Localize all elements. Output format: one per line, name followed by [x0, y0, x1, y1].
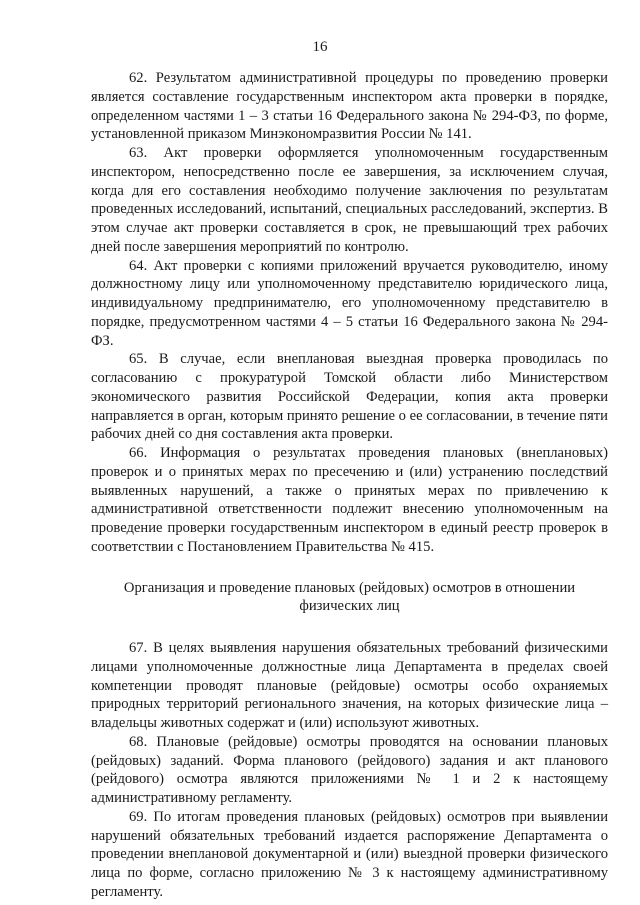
section-heading: [91, 579, 608, 617]
paragraph-65: 65. В случае, если внеплановая выездная проверка проводилась по согласованию с прокуратурой Томской области либо Министерством экономического развития Российской Федерации, копия акта проверки направляется в орган, которым принято решение о ее согласовании, в течение пяти рабочих дней со дня составления акта проверки.: [91, 351, 608, 443]
document-body: [91, 69, 608, 902]
paragraph-64: 64. Акт проверки с копиями приложений вручается руководителю, иному должностному лицу или уполномоченному представителю юридического лица, индивидуальному предпринимателю, его уполномоченному представителю в порядке, предусмотренном частями 4 – 5 статьи 16 Федерального закона № 294-ФЗ.: [91, 257, 608, 349]
paragraph-68: 68. Плановые (рейдовые) осмотры проводятся на основании плановых (рейдовых) заданий. Форма планового (рейдового) задания и акт планового (рейдового) осмотра являются приложениями № 1 и 2 к настоящему административному регламенту.: [91, 733, 608, 806]
paragraph-67: 67. В целях выявления нарушения обязательных требований физическими лицами уполномоченные должностные лица Департамента в пределах своей компетенции проводят плановые (рейдовые) осмотры особо охраняемых природных территорий регионального значения, на которых физические лица – владельцы животных содержат и (или) используют животных.: [91, 640, 608, 731]
paragraph-66: 66. Информация о результатах проведения плановых (внеплановых) проверок и о принятых мерах по пресечению и (или) устранению последствий выявленных нарушений, а также о принятых мерах по привлечению к административной ответственности подлежит внесению уполномоченным на проведение проверки государственным инспектором в единый реестр проверок в соответствии с Постановлением Правительства № 415.: [91, 445, 608, 555]
paragraph-63: 63. Акт проверки оформляется уполномоченным государственным инспектором, непосредственно после ее завершения, за исключением случая, когда для его составления необходимо получение заключения по результатам проведенных исследований, испытаний, специальных расследований, экспертиз. В этом случае акт проверки составляется в срок, не превышающий трех рабочих дней после завершения мероприятий по контролю.: [91, 145, 608, 255]
section-heading-line-2: физических лиц: [299, 598, 400, 615]
page-number: 16: [312, 39, 328, 55]
paragraph-62: 62. Результатом административной процедуры по проведению проверки является составление государственным инспектором акта проверки в порядке, определенном частями 1 – 3 статьи 16 Федерального закона № 294-ФЗ, по форме, установленной приказом Минэкономразвития России № 141.: [91, 70, 608, 143]
section-heading-line-1: Организация и проведение плановых (рейдовых) осмотров в отношении: [123, 579, 576, 596]
paragraph-69: 69. По итогам проведения плановых (рейдовых) осмотров при выявлении нарушений обязательных требований издается распоряжение Департамента о проведении внеплановой документарной и (или) выездной проверки физического лица по форме, согласно приложению № 3 к настоящему административному регламенту.: [91, 808, 608, 900]
